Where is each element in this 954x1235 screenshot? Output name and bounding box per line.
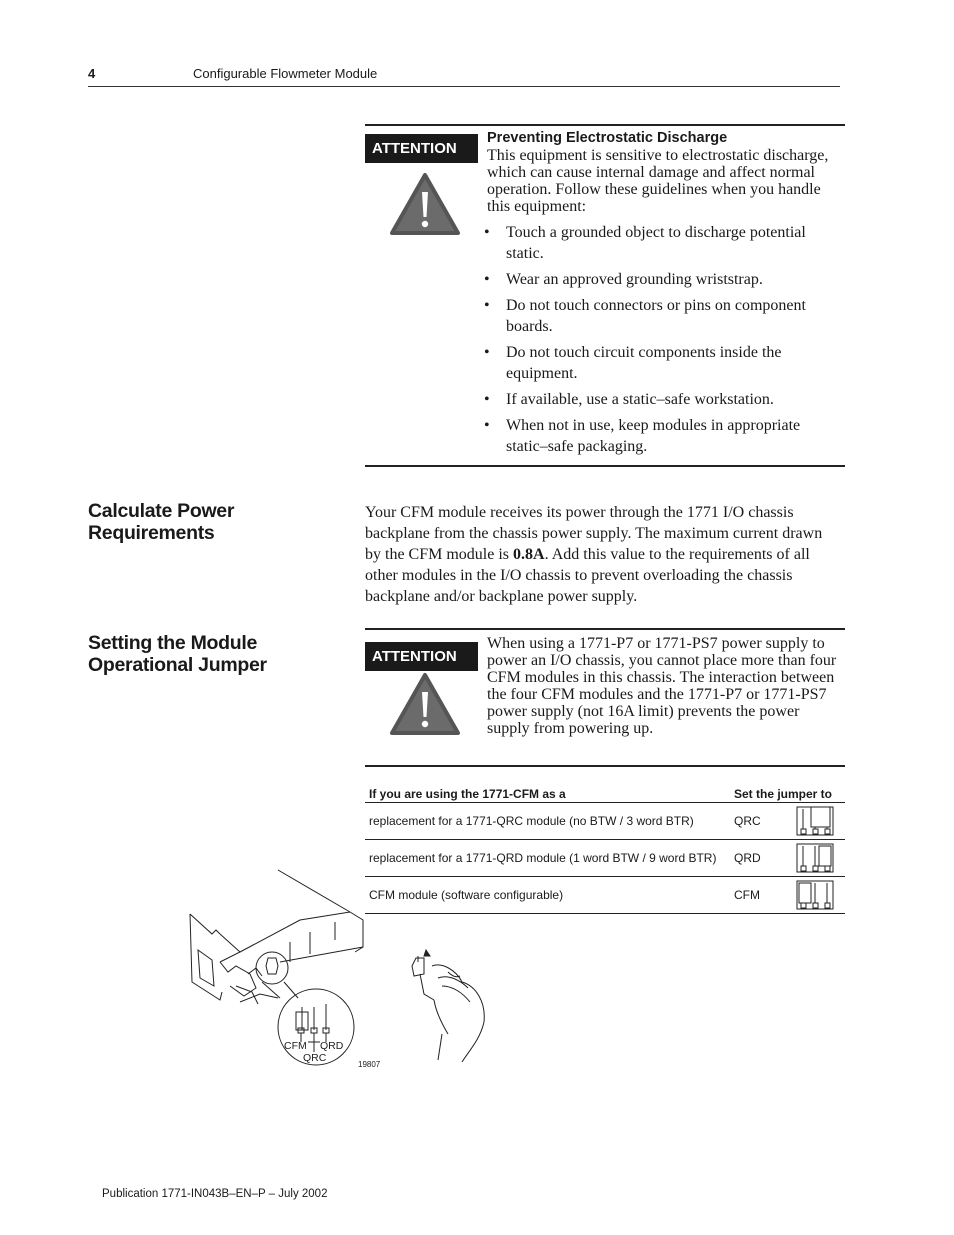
- row-use: replacement for a 1771-QRD module (1 word BTW / 9 word BTR): [369, 851, 717, 865]
- power-supply-attention-text: When using a 1771-P7 or 1771-PS7 power supply to power an I/O chassis, you cannot place more than four CFM modules in this chassis. The interaction between the four CFM modules and the 1771-P7 or 1771-PS7 power supply (not 16A limit) prevents the power supply from powering up.: [487, 635, 837, 737]
- module-jumper-illustration: [180, 862, 500, 1072]
- jumper-qrc-diagram: [795, 805, 835, 837]
- list-item: • Do not touch circuit components inside the equipment.: [480, 342, 840, 384]
- list-item: • If available, use a static–safe workstation.: [480, 389, 840, 410]
- esd-heading: Preventing Electrostatic Discharge: [487, 130, 728, 146]
- list-item: • Wear an approved grounding wriststrap.: [480, 269, 840, 290]
- attention-badge: ATTENTION: [365, 642, 478, 671]
- row-use: replacement for a 1771-QRC module (no BTW / 3 word BTR): [369, 814, 694, 828]
- column-header-use: If you are using the 1771-CFM as a: [369, 787, 566, 801]
- attention-bottom-rule: [365, 765, 845, 767]
- esd-guidelines-list: [480, 222, 840, 462]
- row-setting: CFM: [734, 888, 760, 902]
- attention-top-rule: [365, 628, 845, 630]
- list-item: • Touch a grounded object to discharge potential static.: [480, 222, 840, 264]
- table-row: [365, 803, 845, 840]
- max-current-value: 0.8A: [513, 546, 545, 563]
- esd-attention-text: [487, 130, 837, 215]
- power-text-1: Your CFM module receives its power through the 1771 I/O chassis backplane from the chassis power supply. The maximum current drawn by the CFM module is: [365, 504, 823, 563]
- jumper-cfm-diagram: [795, 879, 835, 911]
- illustration-label-qrc: QRC: [303, 1052, 327, 1064]
- section-heading-jumper: Setting the Module Operational Jumper: [88, 632, 267, 676]
- page-number: 4: [88, 66, 96, 81]
- warning-triangle-icon: [389, 172, 461, 236]
- list-item: • Do not touch connectors or pins on component boards.: [480, 295, 840, 337]
- attention-top-rule: [365, 124, 845, 126]
- row-setting: QRD: [734, 851, 761, 865]
- publication-footer: Publication 1771-IN043B–EN–P – July 2002: [102, 1188, 328, 1200]
- header-rule: [88, 86, 840, 87]
- power-paragraph: [365, 502, 835, 607]
- row-use: CFM module (software configurable): [369, 888, 564, 902]
- running-title: Configurable Flowmeter Module: [193, 66, 378, 81]
- warning-triangle-icon: [389, 672, 461, 736]
- esd-intro: This equipment is sensitive to electrostatic discharge, which can cause internal damage and affect normal operation. Follow these guidelines when you handle this equipment:: [487, 147, 829, 215]
- list-item: • When not in use, keep modules in appropriate static–safe packaging.: [480, 415, 840, 457]
- table-header: [365, 783, 845, 803]
- column-header-setting: Set the jumper to: [734, 787, 833, 801]
- attention-bottom-rule: [365, 465, 845, 467]
- attention-badge: ATTENTION: [365, 134, 478, 163]
- illustration-label-cfm: CFM: [284, 1040, 307, 1052]
- row-setting: QRC: [734, 814, 761, 828]
- jumper-qrd-diagram: [795, 842, 835, 874]
- section-heading-power: Calculate Power Requirements: [88, 500, 235, 544]
- power-text-2: . Add this value to the requirements of all other modules in the I/O chassis to prevent overloading the chassis backplane and/or backplane power supply.: [365, 546, 810, 605]
- figure-number: 19807: [358, 1060, 381, 1069]
- illustration-label-qrd: QRD: [320, 1040, 344, 1052]
